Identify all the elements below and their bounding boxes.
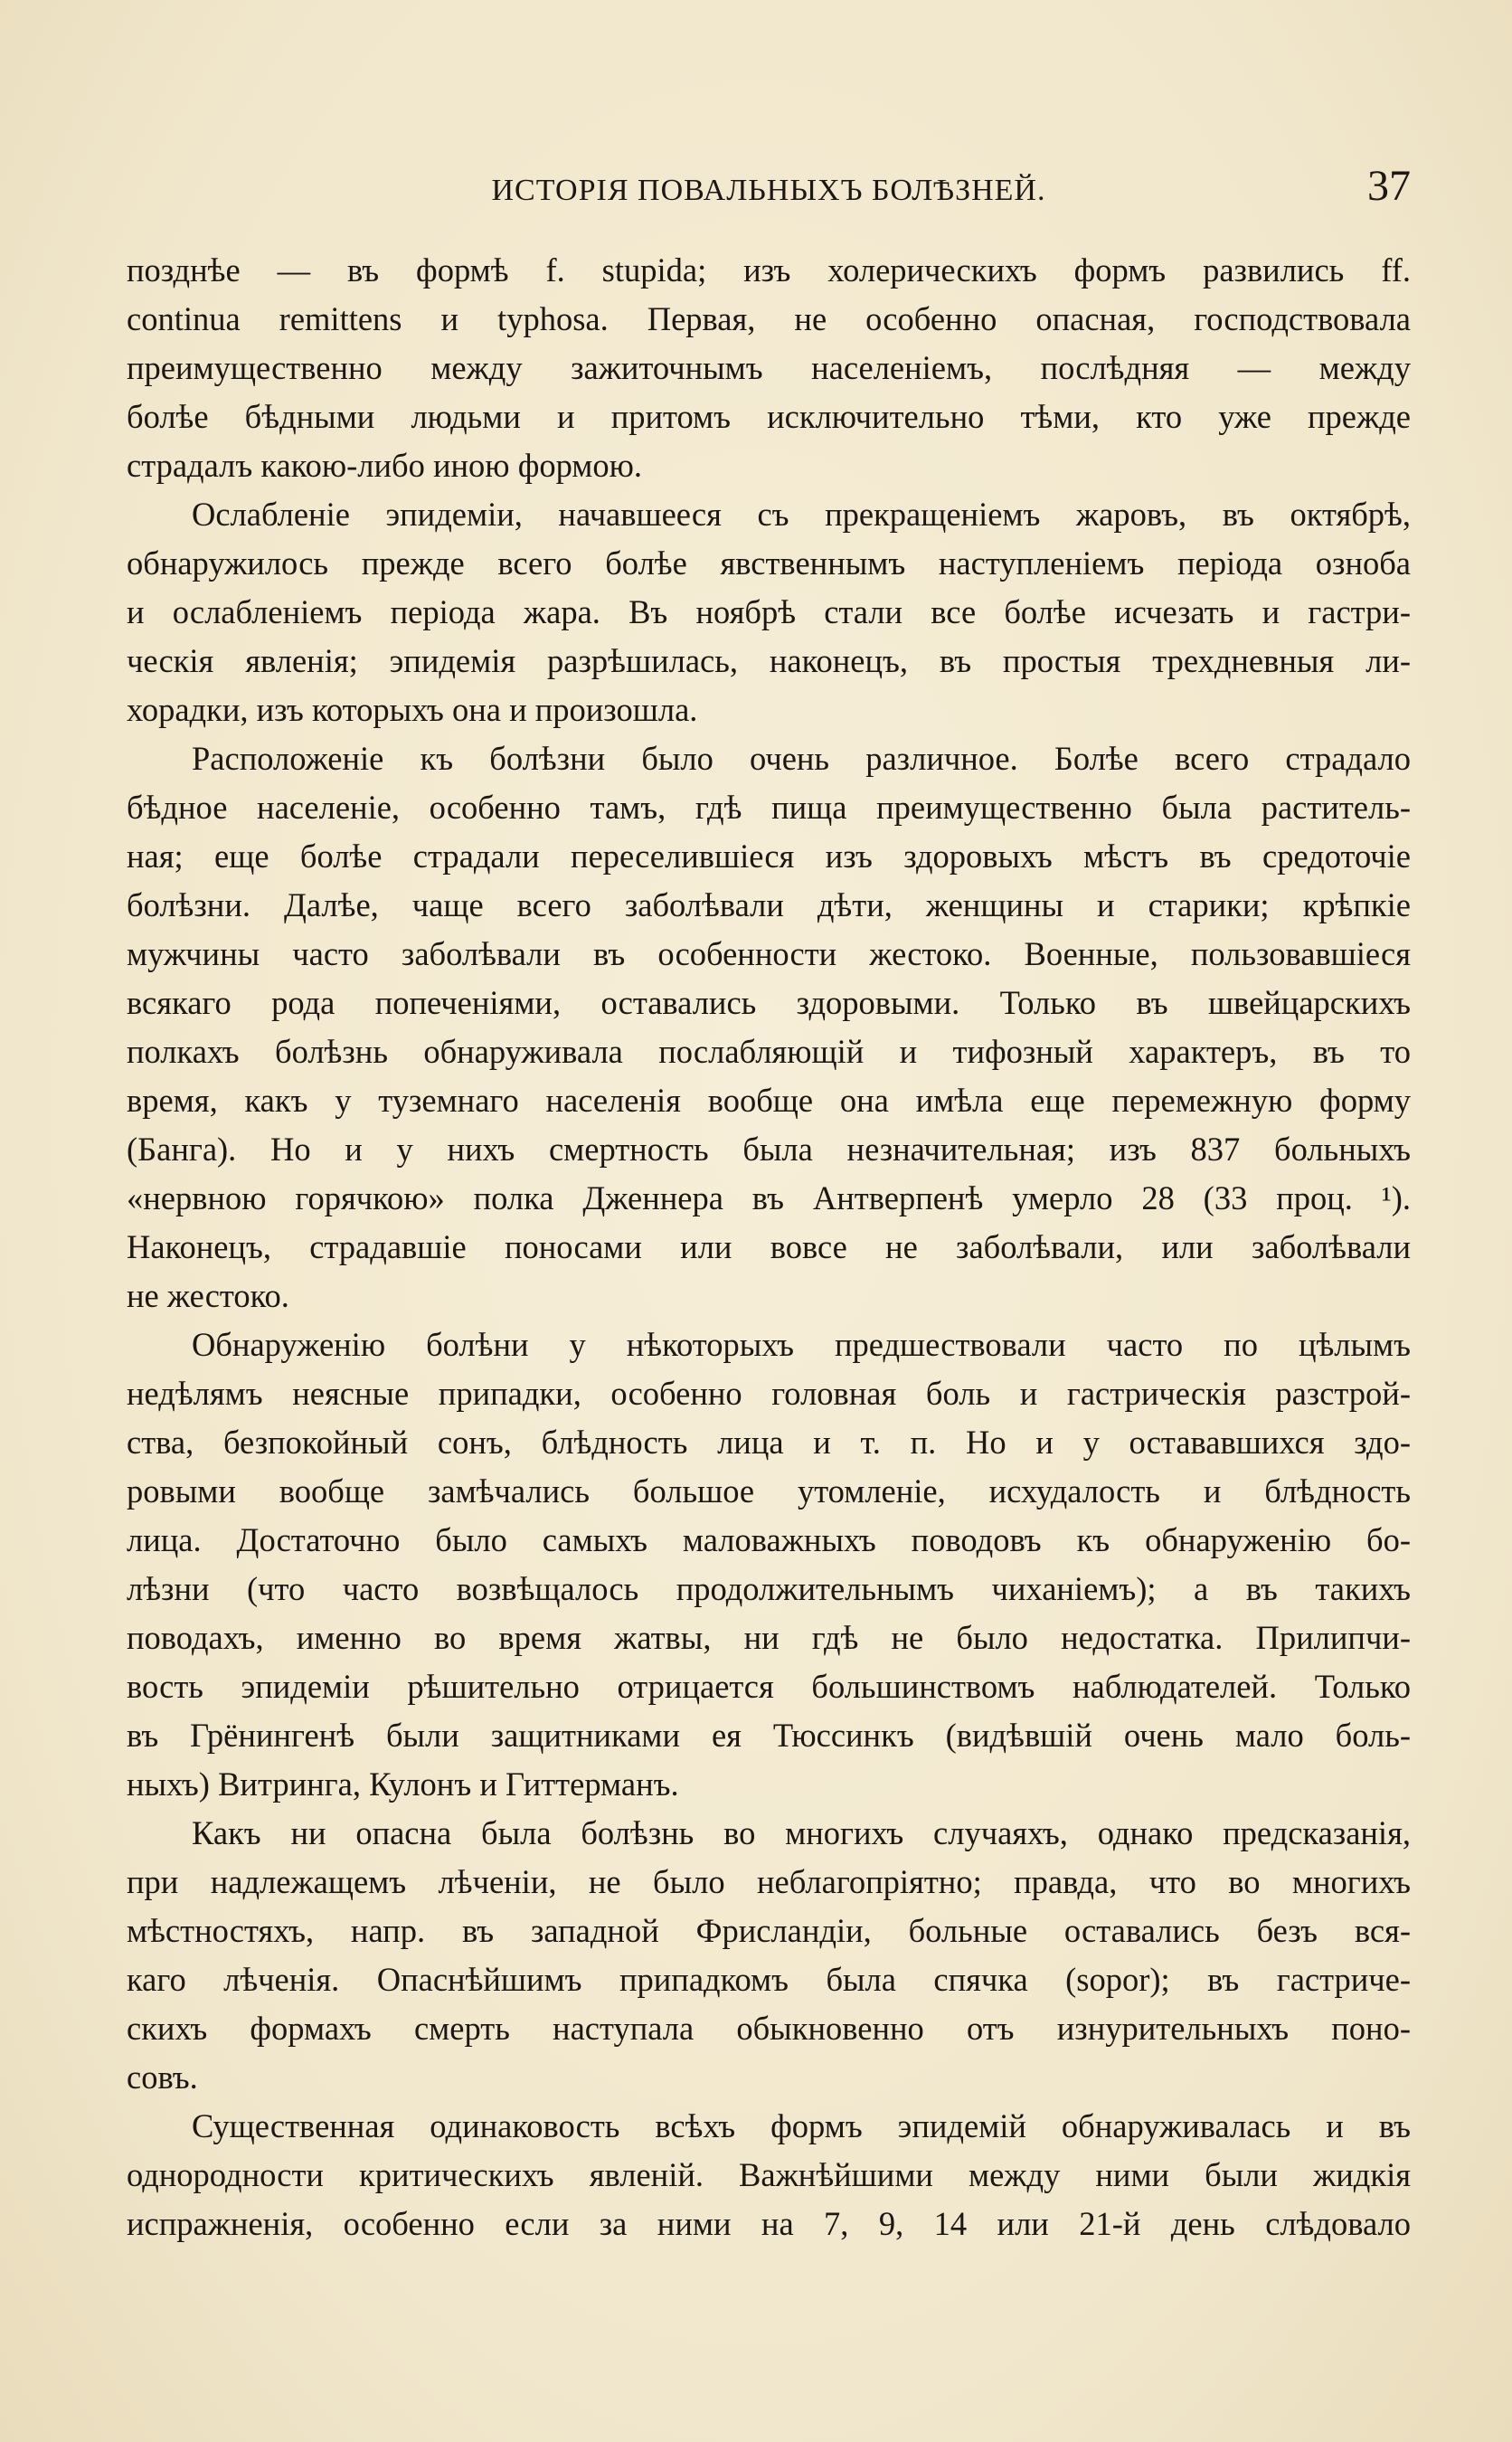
paragraph bbox=[127, 246, 1411, 490]
paragraph bbox=[127, 2102, 1411, 2248]
text-line: болѣе бѣдными людьми и притомъ исключительно тѣми, кто уже прежде bbox=[127, 398, 1411, 435]
text-line: однородности критическихъ явленій. Важнѣйшими между ними были жидкія bbox=[127, 2156, 1411, 2193]
text-line: время, какъ у туземнаго населенія вообще она имѣла еще перемежную форму bbox=[127, 1082, 1411, 1119]
text-line: бѣдное населеніе, особенно тамъ, гдѣ пища преимущественно была раститель- bbox=[127, 789, 1411, 826]
text-line: и ослабленіемъ періода жара. Въ ноябрѣ стали все болѣе исчезать и гастри- bbox=[127, 593, 1411, 630]
text-line: Существенная одинаковость всѣхъ формъ эпидемій обнаруживалась и въ bbox=[192, 2107, 1411, 2144]
text-line: болѣзни. Далѣе, чаще всего заболѣвали дѣти, женщины и старики; крѣпкіе bbox=[127, 886, 1411, 923]
text-line: Обнаруженію болѣни у нѣкоторыхъ предшествовали часто по цѣлымъ bbox=[192, 1326, 1411, 1363]
text-line: каго лѣченія. Опаснѣйшимъ припадкомъ была спячка (sopor); въ гастриче- bbox=[127, 1961, 1411, 1998]
text-line: Расположеніе къ болѣзни было очень различное. Болѣе всего страдало bbox=[192, 740, 1411, 777]
text-line: ческія явленія; эпидемія разрѣшилась, наконецъ, въ простыя трехдневныя ли- bbox=[127, 642, 1411, 679]
text-line: ныхъ) Витринга, Кулонъ и Гиттерманъ. bbox=[127, 1765, 679, 1803]
text-line: мѣстностяхъ, напр. въ западной Фрисландіи, больные оставались безъ вся- bbox=[127, 1912, 1411, 1949]
text-line: «нервною горячкою» полка Дженнера въ Антверпенѣ умерло 28 (33 проц. ¹). bbox=[127, 1179, 1411, 1216]
paragraph bbox=[127, 734, 1411, 1320]
text-line: (Банга). Но и у нихъ смертность была незначительная; изъ 837 больныхъ bbox=[127, 1131, 1411, 1168]
text-line: позднѣе — въ формѣ f. stupida; изъ холерическихъ формъ развились ff. bbox=[127, 251, 1411, 289]
paragraph bbox=[127, 1809, 1411, 2102]
text-line: преимущественно между зажиточнымъ населеніемъ, послѣдняя — между bbox=[127, 349, 1411, 386]
paragraph bbox=[127, 1320, 1411, 1809]
text-line: при надлежащемъ лѣченіи, не было неблагопріятно; правда, что во многихъ bbox=[127, 1863, 1411, 1900]
text-line: мужчины часто заболѣвали въ особенности жестоко. Военные, пользовавшіеся bbox=[127, 935, 1411, 972]
text-line: лѣзни (что часто возвѣщалось продолжительнымъ чиханіемъ); а въ такихъ bbox=[127, 1570, 1411, 1607]
paragraph bbox=[127, 490, 1411, 734]
text-line: лица. Достаточно было самыхъ маловажныхъ поводовъ къ обнаруженію бо- bbox=[127, 1521, 1411, 1558]
text-line: не жестоко. bbox=[127, 1277, 289, 1314]
running-head: ИСТОРІЯ ПОВАЛЬНЫХЪ БОЛѢЗНЕЙ. bbox=[491, 174, 1046, 207]
text-line: вость эпидеміи рѣшительно отрицается большинствомъ наблюдателей. Только bbox=[127, 1668, 1411, 1705]
text-line: Наконецъ, страдавшіе поносами или вовсе не заболѣвали, или заболѣвали bbox=[127, 1228, 1411, 1265]
text-line: полкахъ болѣзнь обнаруживала послабляющій и тифозный характеръ, въ то bbox=[127, 1033, 1411, 1070]
text-line: страдалъ какою-либо иною формою. bbox=[127, 447, 643, 484]
page-number: 37 bbox=[1367, 162, 1411, 210]
text-line: Ослабленіе эпидеміи, начавшееся съ прекращеніемъ жаровъ, въ октябрѣ, bbox=[192, 496, 1411, 533]
body-text bbox=[127, 246, 1411, 2248]
page-header bbox=[127, 161, 1411, 215]
text-line: хорадки, изъ которыхъ она и произошла. bbox=[127, 691, 698, 728]
text-line: ства, безпокойный сонъ, блѣдность лица и т. п. Но и у остававшихся здо- bbox=[127, 1424, 1411, 1461]
text-line: въ Грёнингенѣ были защитниками ея Тюссинкъ (видѣвшій очень мало боль- bbox=[127, 1717, 1411, 1754]
text-line: ровыми вообще замѣчались большое утомленіе, исхудалость и блѣдность bbox=[127, 1472, 1411, 1510]
text-line: Какъ ни опасна была болѣзнь во многихъ случаяхъ, однако предсказанія, bbox=[192, 1814, 1411, 1851]
text-line: совъ. bbox=[127, 2059, 198, 2096]
text-line: ная; еще болѣе страдали переселившіеся изъ здоровыхъ мѣстъ въ средоточіе bbox=[127, 838, 1411, 875]
text-line: обнаружилось прежде всего болѣе явственнымъ наступленіемъ періода озноба bbox=[127, 544, 1411, 582]
text-line: всякаго рода попеченіями, оставались здоровыми. Только въ швейцарскихъ bbox=[127, 984, 1411, 1021]
text-line: поводахъ, именно во время жатвы, ни гдѣ не было недостатка. Прилипчи- bbox=[127, 1619, 1411, 1656]
text-line: continua remittens и typhosa. Первая, не особенно опасная, господствовала bbox=[127, 300, 1411, 337]
text-line: недѣлямъ неясные припадки, особенно головная боль и гастрическія разстрой- bbox=[127, 1375, 1411, 1412]
text-line: испражненія, особенно если за ними на 7, 9, 14 или 21-й день слѣдовало bbox=[127, 2205, 1411, 2242]
text-line: скихъ формахъ смерть наступала обыкновенно отъ изнурительныхъ поно- bbox=[127, 2010, 1411, 2047]
